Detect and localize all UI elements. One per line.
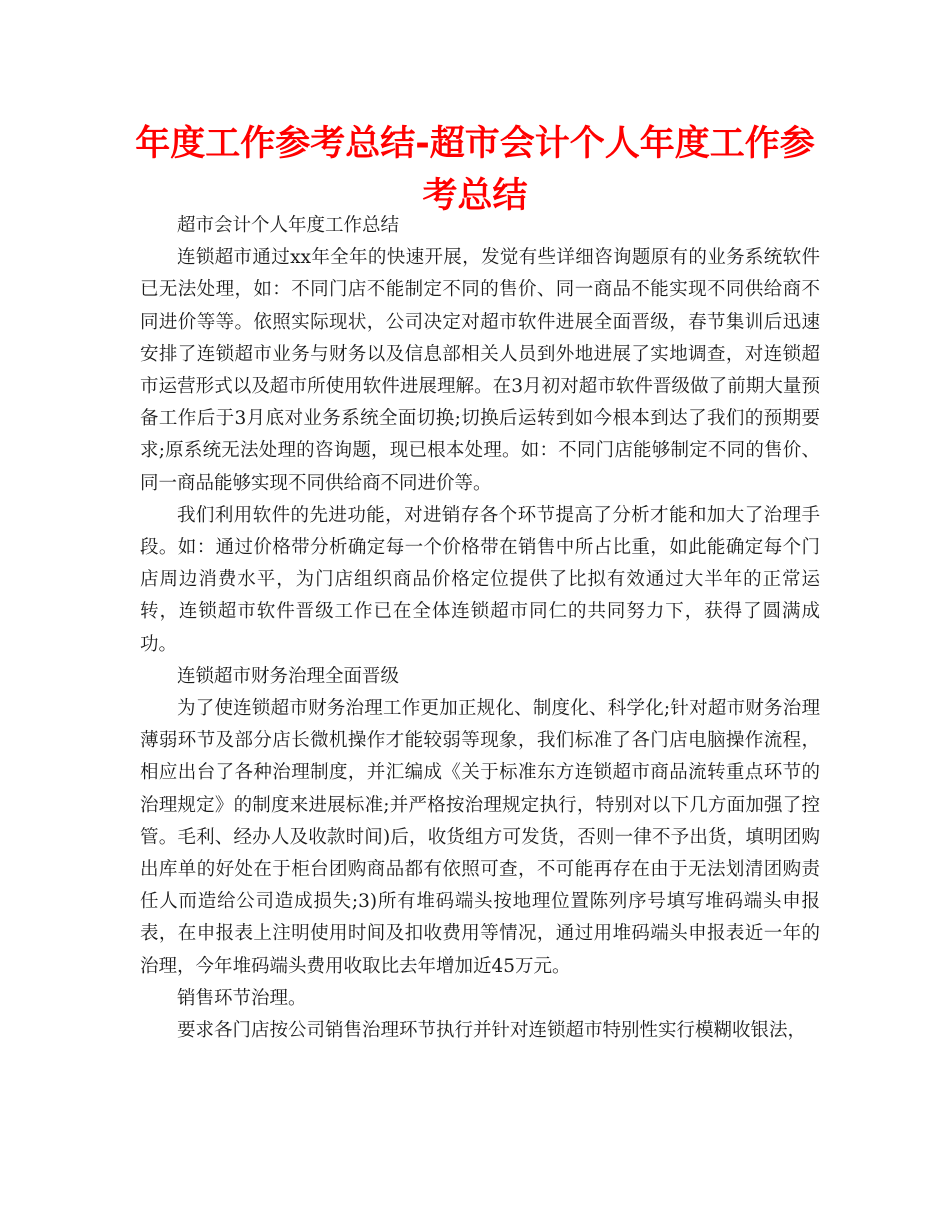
document-body <box>140 210 820 1047</box>
section-heading: 销售环节治理。 <box>177 987 307 1009</box>
section-heading: 连锁超市财务治理全面晋级 <box>177 665 400 687</box>
section-heading: 超市会计个人年度工作总结 <box>177 215 400 236</box>
document-title: 年度工作参考总结-超市会计个人年度工作参考总结 <box>135 124 815 216</box>
body-paragraph: 要求各门店按公司销售治理环节执行并针对连锁超市特别性实行模糊收银法， <box>177 1020 807 1042</box>
body-paragraph: 连锁超市通过xx年全年的快速开展，发觉有些详细咨询题原有的业务系统软件已无法处理，如：不同门店不能制定不同的售价、同一商品不能实现不同供给商不同进价等等。依照实际现状，公司决定对超市软件进展全面晋级，春节集训后迅速安排了连锁超市业务与财务以及信息部相关人员到外地进展了实地调查，对连锁超市运营形式以及超市所使用软件进展理解。在3月初对超市软件晋级做了前期大量预备工作后于3月底对业务系统全面切换;切换后运转到如今根本到达了我们的预期要求;原系统无法处理的咨询题，现已根本处理。如：不同门店能够制定不同的售价、同一商品能够实现不同供给商不同进价等。 <box>140 247 820 494</box>
body-paragraph: 为了使连锁超市财务治理工作更加正规化、制度化、科学化;针对超市财务治理薄弱环节及部分店长微机操作才能较弱等现象，我们标准了各门店电脑操作流程，相应出台了各种治理制度，并汇编成《关于标准东方连锁超市商品流转重点环节的治理规定》的制度来进展标准;并严格按治理规定执行，特别对以下几方面加强了控管。毛利、经办人及收款时间)后，收货组方可发货，否则一律不予出货，填明团购出库单的好处在于柜台团购商品都有依照可查，不可能再存在由于无法划清团购责任人而造给公司造成损失;3)所有堆码端头按地理位置陈列序号填写堆码端头申报表，在申报表上注明使用时间及扣收费用等情况，通过用堆码端头申报表近一年的治理，今年堆码端头费用收取比去年增加近45万元。 <box>140 698 820 977</box>
body-paragraph: 我们利用软件的先进功能，对进销存各个环节提高了分析才能和加大了治理手段。如：通过价格带分析确定每一个价格带在销售中所占比重，如此能确定每个门店周边消费水平，为门店组织商品价格定位提供了比拟有效通过大半年的正常运转，连锁超市软件晋级工作已在全体连锁超市同仁的共同努力下，获得了圆满成功。 <box>140 504 820 655</box>
